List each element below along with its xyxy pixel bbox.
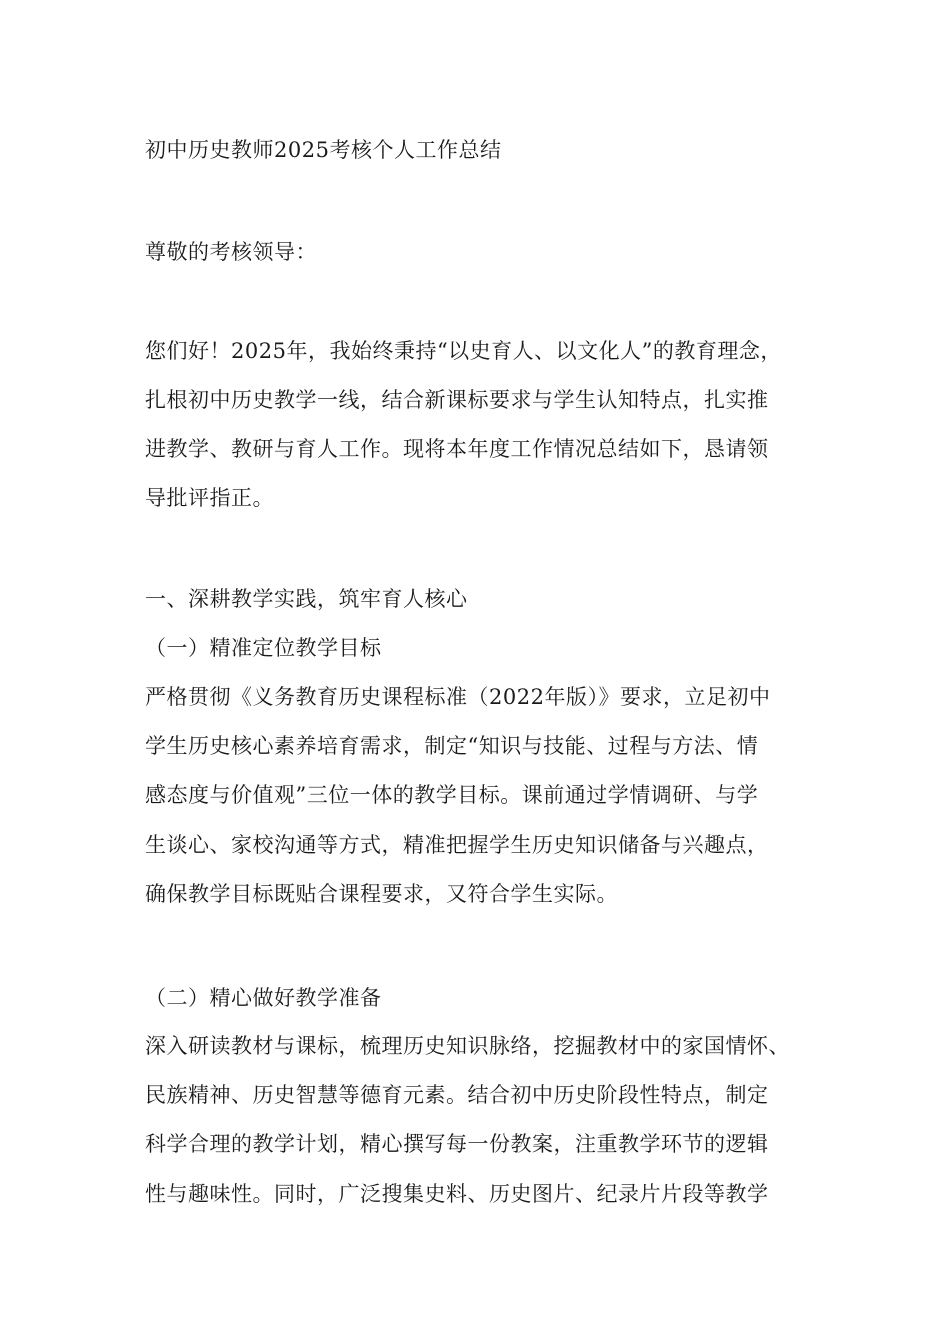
intro-line: 进教学、教研与育人工作。现将本年度工作情况总结如下，恳请领 bbox=[145, 437, 769, 461]
subsection-heading: （二）精心做好教学准备 bbox=[145, 986, 382, 1010]
paragraph-line: 生谈心、家校沟通等方式，精准把握学生历史知识储备与兴趣点， bbox=[145, 833, 769, 857]
paragraph-line: 学生历史核心素养培育需求，制定“知识与技能、过程与方法、情 bbox=[145, 734, 759, 758]
document-title: 初中历史教师2025考核个人工作总结 bbox=[145, 138, 502, 162]
paragraph-line: 确保教学目标既贴合课程要求，又符合学生实际。 bbox=[145, 882, 618, 906]
subsection-heading: （一）精准定位教学目标 bbox=[145, 636, 382, 660]
paragraph-line: 深入研读教材与课标，梳理历史知识脉络，挖掘教材中的家国情怀、 bbox=[145, 1034, 790, 1058]
paragraph-line: 科学合理的教学计划，精心撰写每一份教案，注重教学环节的逻辑 bbox=[145, 1132, 769, 1156]
paragraph-line: 性与趣味性。同时，广泛搜集史料、历史图片、纪录片片段等教学 bbox=[145, 1182, 769, 1206]
paragraph-line: 民族精神、历史智慧等德育元素。结合初中历史阶段性特点，制定 bbox=[145, 1083, 769, 1107]
intro-line: 您们好！2025年，我始终秉持“以史育人、以文化人”的教育理念， bbox=[145, 339, 782, 363]
section-heading: 一、深耕教学实践，筑牢育人核心 bbox=[145, 587, 468, 611]
intro-line: 扎根初中历史教学一线，结合新课标要求与学生认知特点，扎实推 bbox=[145, 388, 769, 412]
salutation: 尊敬的考核领导： bbox=[145, 240, 317, 264]
intro-line: 导批评指正。 bbox=[145, 486, 274, 510]
paragraph-line: 感态度与价值观”三位一体的教学目标。课前通过学情调研、与学 bbox=[145, 783, 759, 807]
paragraph-line: 严格贯彻《义务教育历史课程标准（2022年版）》要求，立足初中 bbox=[145, 685, 771, 709]
